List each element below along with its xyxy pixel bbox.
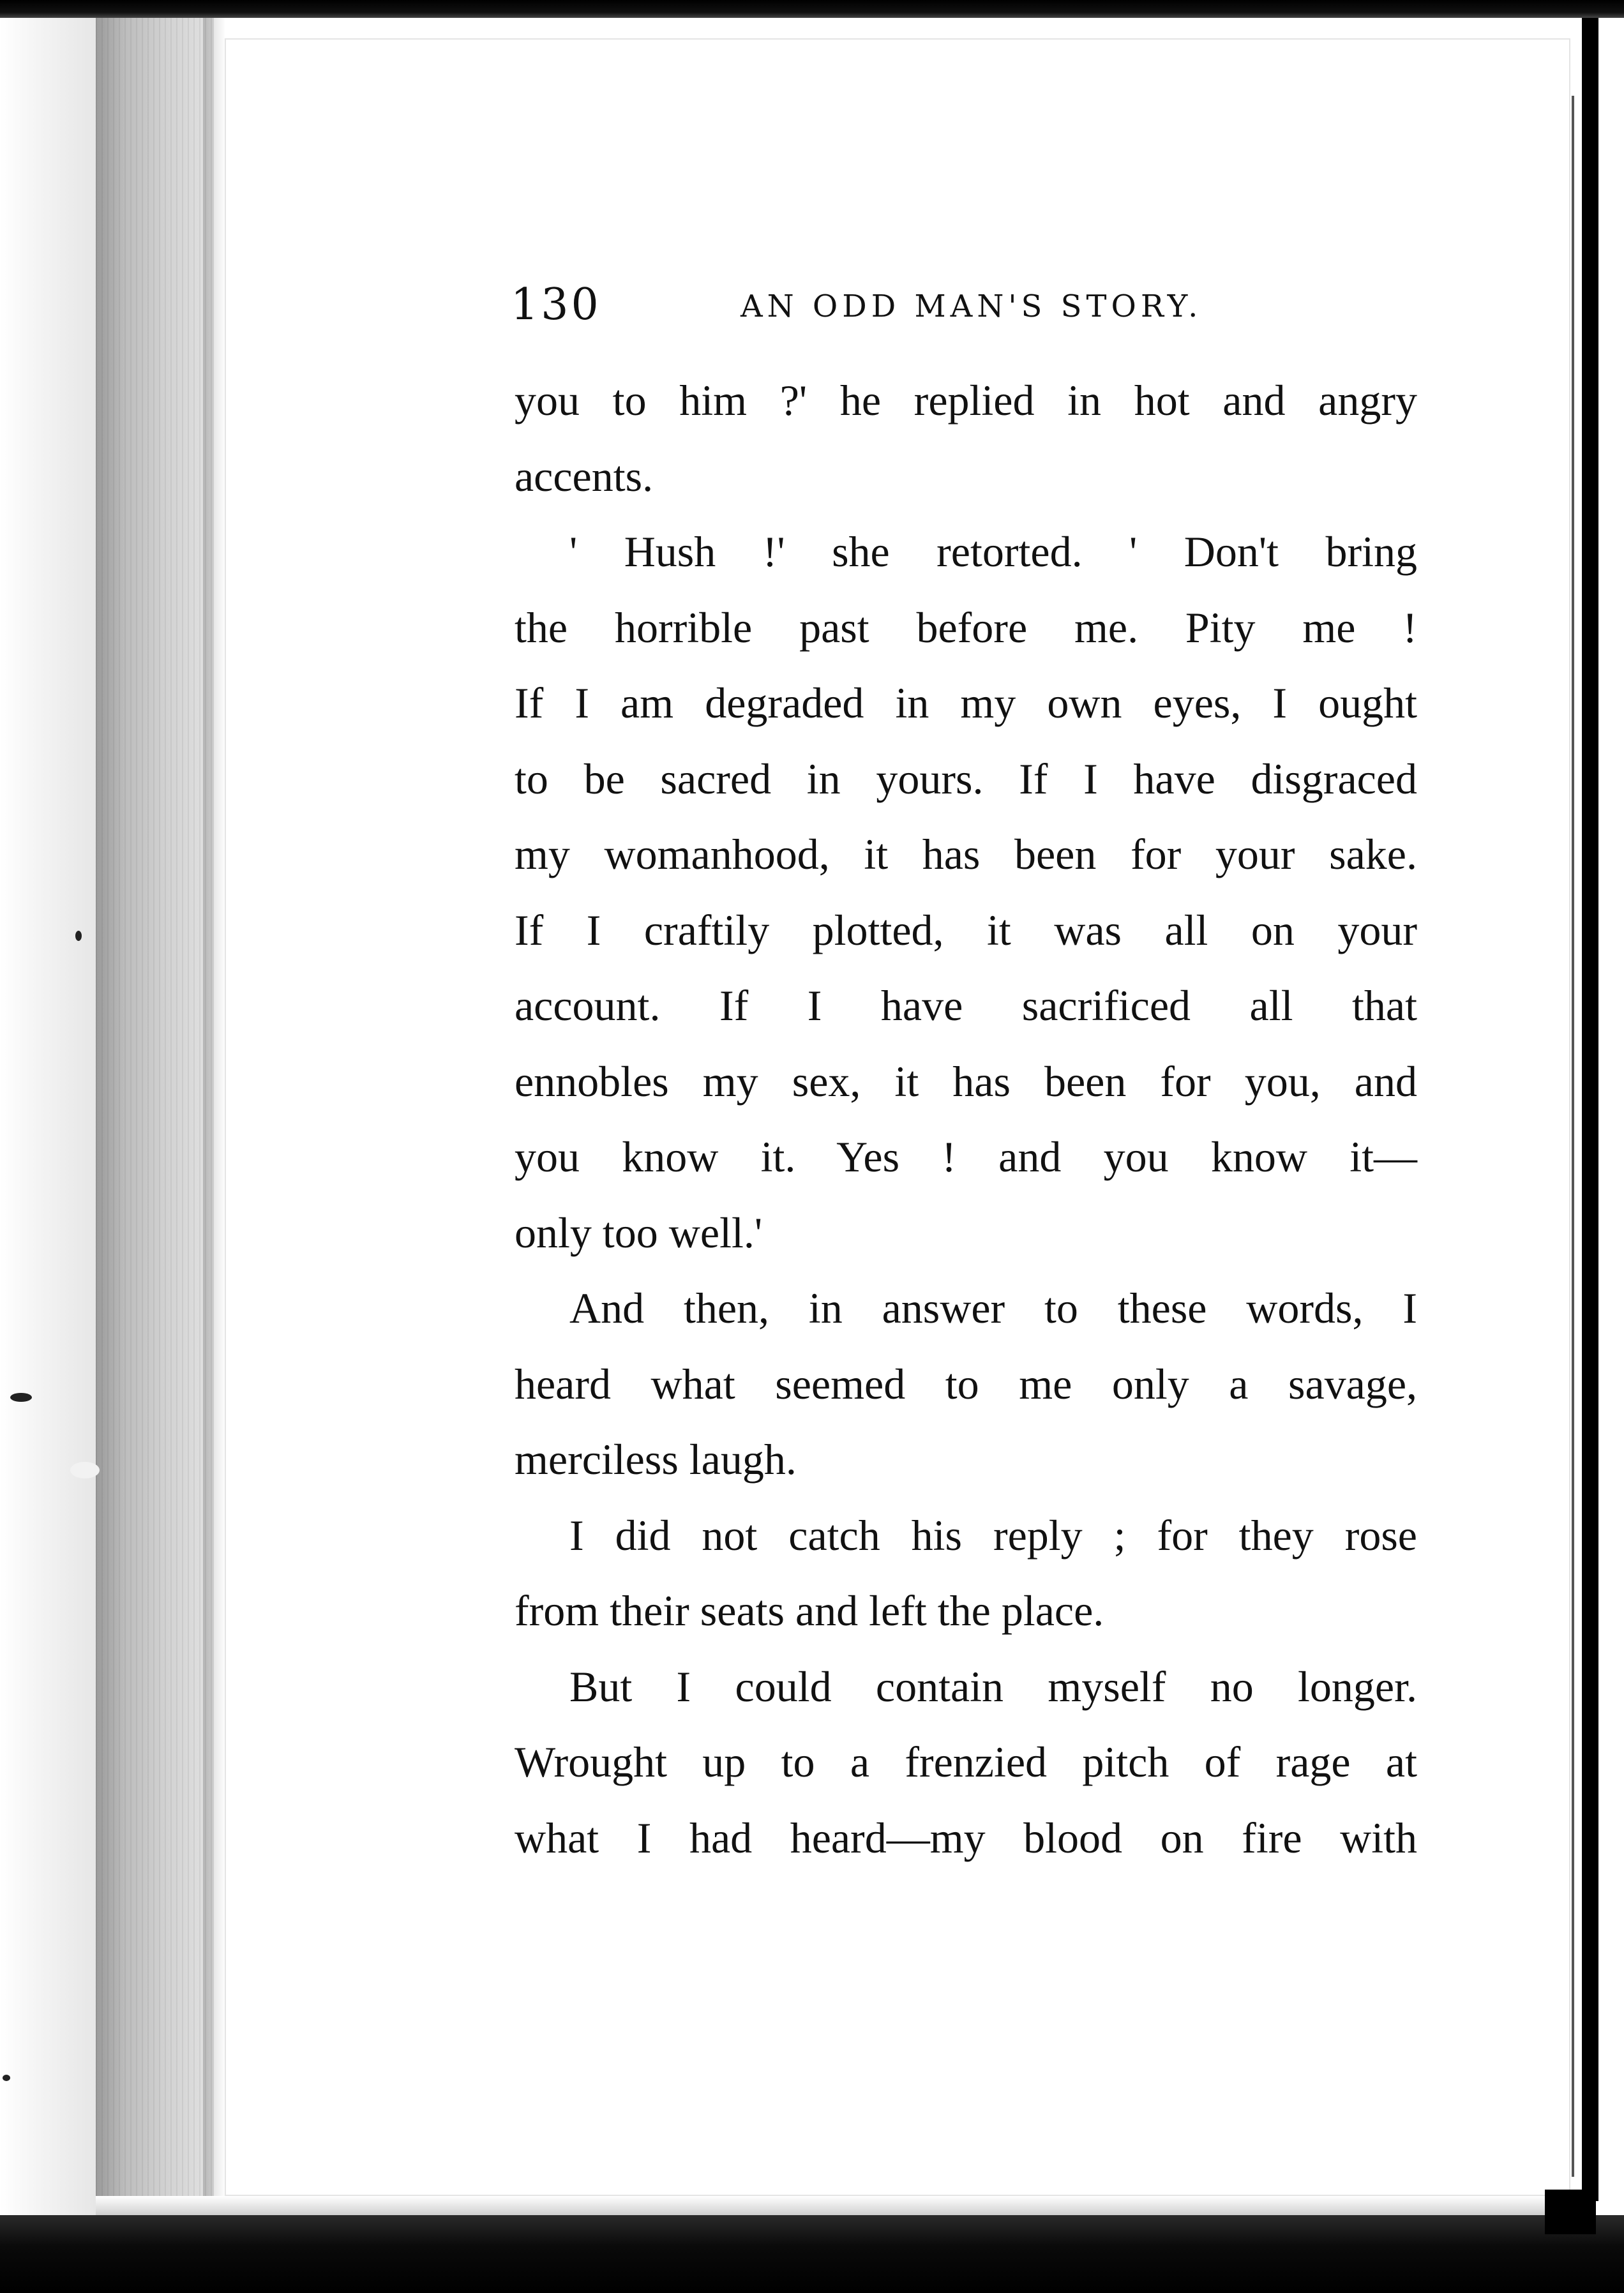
text-line: only too well.' <box>515 1208 763 1257</box>
text-line: If I am degraded in my own eyes, I ought <box>515 679 1417 727</box>
text-line: my womanhood, it has been for your sake. <box>515 830 1417 878</box>
spine-shadow <box>203 18 226 2233</box>
text-line: If I craftily plotted, it was all on your <box>515 905 1417 954</box>
text-line: account. If I have sacrificed all that <box>515 981 1417 1030</box>
text-line: the horrible past before me. Pity me ! <box>515 603 1417 652</box>
text-line: what I had heard—my blood on fire with <box>515 1813 1417 1862</box>
scan-speck <box>75 931 82 941</box>
text-line: ennobles my sex, it has been for you, and <box>515 1056 1417 1106</box>
bottom-page-edge <box>96 2196 1551 2215</box>
right-corner-block <box>1545 2190 1596 2234</box>
text-line: from their seats and left the place. <box>515 1586 1104 1635</box>
text-line: Wrought up to a frenzied pitch of rage at <box>515 1738 1417 1786</box>
page-number: 130 <box>511 280 601 330</box>
right-scan-border <box>1582 18 1598 2201</box>
running-head <box>511 280 1417 337</box>
text-line: you know it. Yes ! and you know it— <box>515 1132 1417 1181</box>
text-line: to be sacred in yours. If I have disgraced <box>515 754 1417 803</box>
book-spine <box>96 18 214 2233</box>
text-line: heard what seemed to me only a savage, <box>515 1359 1417 1408</box>
right-page-edge-line <box>1572 96 1574 2177</box>
scan-speck <box>10 1393 32 1402</box>
left-margin <box>0 0 96 2293</box>
bottom-scan-border <box>0 2215 1624 2293</box>
scan-speck <box>70 1462 100 1478</box>
top-scan-border <box>0 0 1624 18</box>
body-text <box>515 363 1417 1876</box>
text-line: But I could contain myself no longer. <box>569 1662 1417 1711</box>
text-line: And then, in answer to these words, I <box>569 1284 1417 1332</box>
text-line: accents. <box>515 451 654 500</box>
running-title: AN ODD MAN'S STORY. <box>741 289 1203 324</box>
text-line: you to him ?' he replied in hot and angry <box>515 376 1417 425</box>
scan-speck <box>3 2075 10 2081</box>
text-line: I did not catch his reply ; for they rose <box>569 1510 1417 1560</box>
text-line: merciless laugh. <box>515 1435 797 1484</box>
text-line: ' Hush !' she retorted. ' Don't bring <box>569 527 1417 576</box>
